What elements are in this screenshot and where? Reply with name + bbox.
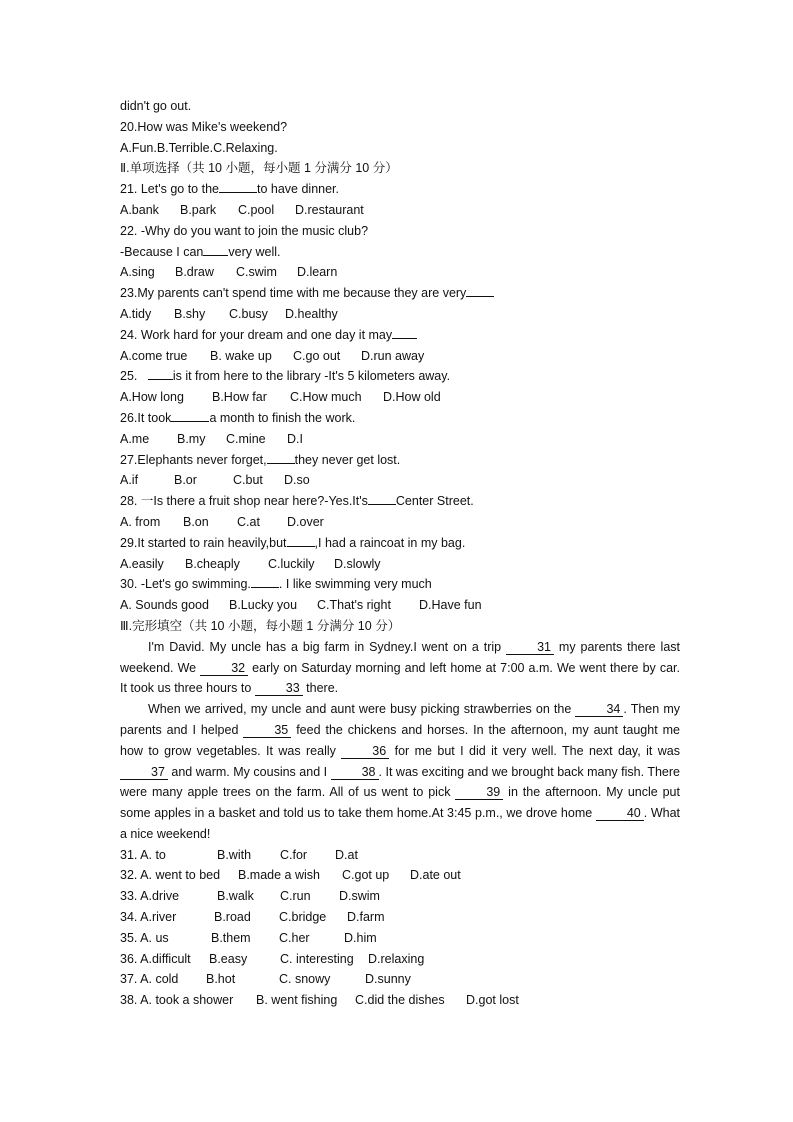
cloze-options-37: 37. A. cold B.hot C. snowy D.sunny (120, 972, 411, 987)
question-26: 26.It took a month to finish the work. (120, 410, 356, 425)
cloze-paragraph-1: I'm David. My uncle has a big farm in Sydney.I went on a trip 31 my parents there last weekend. We 32 early on Saturday morning and left home at 7:00 a.m. We went there by car. It took us three hours to 33 there. (120, 639, 680, 696)
question-23-options: A.tidy B.shy C.busy D.healthy (120, 306, 338, 321)
question-30-options: A. Sounds good B.Lucky you C.That's right D.Have fun (120, 598, 482, 613)
answer-blank (203, 255, 228, 256)
answer-blank (171, 421, 209, 422)
question-26-options: A.me B.my C.mine D.I (120, 431, 303, 446)
cloze-blank-37: 37 (120, 765, 168, 780)
question-22: 22. -Why do you want to join the music club? (120, 223, 369, 238)
cloze-blank-40: 40 (596, 806, 644, 821)
cloze-options-36: 36. A.difficult B.easy C. interesting D.relaxing (120, 951, 425, 966)
cloze-blank-38: 38 (331, 765, 379, 780)
question-28: 28. 一Is there a fruit shop near here?-Yes.It's Center Street. (120, 494, 474, 509)
cloze-blank-32: 32 (200, 661, 248, 676)
question-25: 25. is it from here to the library -It's 5 kilometers away. (120, 369, 451, 384)
question-27-options: A.if B.or C.but D.so (120, 473, 310, 488)
question-20-options: A.Fun.B.Terrible.C.Relaxing. (120, 140, 278, 155)
answer-blank (251, 587, 279, 588)
question-30: 30. -Let's go swimming. . I like swimming very much (120, 577, 432, 592)
cloze-blank-36: 36 (341, 744, 389, 759)
cloze-blank-31: 31 (506, 640, 554, 655)
question-21: 21. Let's go to the to have dinner. (120, 182, 340, 197)
cloze-blank-34: 34 (575, 702, 623, 717)
answer-blank (219, 192, 257, 193)
section-3-title: Ⅲ.完形填空（共 10 小题，每小题 1 分满分 10 分） (120, 618, 401, 633)
text-line: didn't go out. (120, 99, 192, 113)
question-29: 29.It started to rain heavily,but ,I had a raincoat in my bag. (120, 535, 466, 550)
question-23: 23.My parents can't spend time with me because they are very (120, 283, 680, 304)
exam-content (120, 96, 680, 1011)
question-22-answer: -Because I can very well. (120, 244, 281, 259)
question-21-options: A.bank B.park C.pool D.restaurant (120, 202, 364, 217)
cloze-blank-33: 33 (255, 681, 303, 696)
cloze-options-31: 31. A. to B.with C.for D.at (120, 847, 358, 862)
answer-blank (148, 379, 173, 380)
answer-blank (466, 296, 494, 297)
cloze-blank-39: 39 (455, 785, 503, 800)
answer-blank (368, 504, 396, 505)
answer-blank (287, 546, 315, 547)
question-22-options: A.sing B.draw C.swim D.learn (120, 265, 338, 280)
cloze-options-33: 33. A.drive B.walk C.run D.swim (120, 889, 380, 904)
question-20: 20.How was Mike's weekend? (120, 119, 288, 134)
question-25-options: A.How long B.How far C.How much D.How old (120, 390, 441, 405)
cloze-paragraph-2: When we arrived, my uncle and aunt were busy picking strawberries on the 34 . Then my parents and I helped 35 feed the chickens and horses. In the afternoon, my aunt taught me how to grow vegetables. It was really 36 for me but I did it very well. The next day, it was 37 and warm. My cousins and I 38 . It was exciting and we brought back many fish. There were many apple trees on the farm. All of us went to pick 39 in the afternoon. My uncle put some apples in a basket and told us to take them home.At 3:45 p.m., we drove home 40 . What a nice weekend! (120, 702, 681, 841)
cloze-blank-35: 35 (243, 723, 291, 738)
question-24-options: A.come true B. wake up C.go out D.run away (120, 348, 425, 363)
cloze-options-35: 35. A. us B.them C.her D.him (120, 930, 377, 945)
question-28-options: A. from B.on C.at D.over (120, 514, 324, 529)
cloze-options-34: 34. A.river B.road C.bridge D.farm (120, 910, 385, 925)
cloze-options-32: 32. A. went to bed B.made a wish C.got up D.ate out (120, 868, 461, 883)
question-29-options: A.easily B.cheaply C.luckily D.slowly (120, 556, 381, 571)
section-2-title: Ⅱ.单项选择（共 10 小题，每小题 1 分满分 10 分） (120, 161, 398, 176)
answer-blank (267, 463, 295, 464)
cloze-options-38: 38. A. took a shower B. went fishing C.did the dishes D.got lost (120, 993, 519, 1008)
question-27: 27.Elephants never forget, they never get lost. (120, 452, 401, 467)
question-24: 24. Work hard for your dream and one day it may (120, 325, 680, 346)
answer-blank (392, 338, 417, 339)
